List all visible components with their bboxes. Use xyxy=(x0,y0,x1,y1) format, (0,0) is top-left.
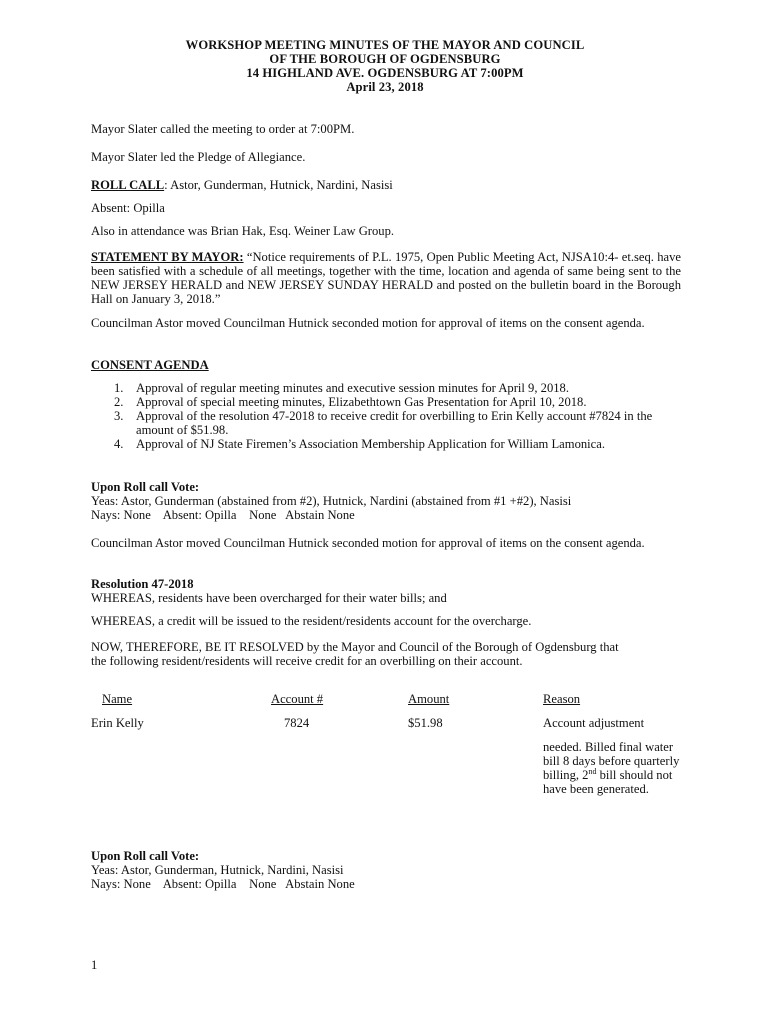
statement-label: STATEMENT BY MAYOR: xyxy=(91,250,244,264)
reason-superscript: nd xyxy=(588,766,597,776)
table-cell-account: 7824 xyxy=(284,716,310,730)
roll-call-members: : Astor, Gunderman, Hutnick, Nardini, Nasisi xyxy=(164,178,393,192)
table-cell-name: Erin Kelly xyxy=(91,716,144,730)
vote-2-nays: Nays: None Absent: Opilla None Abstain None xyxy=(91,877,355,891)
header-date: April 23, 2018 xyxy=(346,80,424,94)
attendance-text: Also in attendance was Brian Hak, Esq. Weiner Law Group. xyxy=(91,224,395,238)
consent-item-number: 3. xyxy=(114,409,124,423)
table-header-amount: Amount xyxy=(408,692,450,706)
vote-1-nays: Nays: None Absent: Opilla None Abstain None xyxy=(91,508,355,522)
consent-agenda-heading: CONSENT AGENDA xyxy=(91,358,209,372)
consent-item-text: Approval of NJ State Firemen’s Association Membership Application for William Lamonica. xyxy=(136,437,605,451)
table-cell-amount: $51.98 xyxy=(408,716,443,730)
consent-item-text: Approval of the resolution 47-2018 to receive credit for overbilling to Erin Kelly account #7824 in the amount of $51.98. xyxy=(136,409,653,437)
table-cell-reason-continued xyxy=(543,740,683,796)
resolution-whereas-2: WHEREAS, a credit will be issued to the resident/residents account for the overcharge. xyxy=(91,614,532,628)
header-title-line-1: WORKSHOP MEETING MINUTES OF THE MAYOR AND COUNCIL xyxy=(185,38,585,52)
consent-item-text: Approval of regular meeting minutes and executive session minutes for April 9, 2018. xyxy=(136,381,569,395)
absent-text: Absent: Opilla xyxy=(91,201,165,215)
resolution-whereas-1: WHEREAS, residents have been overcharged for their water bills; and xyxy=(91,591,447,605)
reason-text-a: needed. Billed final water bill 8 days before quarterly billing, 2 xyxy=(543,740,680,782)
page-number: 1 xyxy=(91,958,98,972)
roll-call xyxy=(91,178,681,192)
motion-2: Councilman Astor moved Councilman Hutnick seconded motion for approval of items on the consent agenda. xyxy=(91,536,645,550)
table-header-reason: Reason xyxy=(543,692,581,706)
header-address: 14 HIGHLAND AVE. OGDENSBURG AT 7:00PM xyxy=(246,66,524,80)
vote-2-heading: Upon Roll call Vote: xyxy=(91,849,200,863)
motion-1: Councilman Astor moved Councilman Hutnick seconded motion for approval of items on the consent agenda. xyxy=(91,316,645,330)
consent-item-number: 4. xyxy=(114,437,124,451)
statement-text: “Notice requirements of P.L. 1975, Open Public Meeting Act, NJSA10:4- et.seq. have been satisfied with a schedule of all meetings, together with the time, location and agenda of same being sent to the NEW JERSEY HERALD and NEW JERSEY SUNDAY HERALD and posted on the bulletin board in the Borough Hall on January 3, 2018.” xyxy=(91,250,681,306)
header-title-line-2: OF THE BOROUGH OF OGDENSBURG xyxy=(269,52,501,66)
reason-text-b: bill should not have been generated. xyxy=(543,768,673,796)
resolution-resolved: NOW, THEREFORE, BE IT RESOLVED by the Mayor and Council of the Borough of Ogdensburg that the following resident/residents will receive credit for an overbilling on their account. xyxy=(91,640,619,668)
pledge-text: Mayor Slater led the Pledge of Allegiance. xyxy=(91,150,306,164)
table-cell-reason: Account adjustment xyxy=(543,716,645,730)
roll-call-label: ROLL CALL xyxy=(91,178,165,192)
consent-item-number: 2. xyxy=(114,395,124,409)
call-to-order: Mayor Slater called the meeting to order at 7:00PM. xyxy=(91,122,355,136)
consent-item-text: Approval of special meeting minutes, Elizabethtown Gas Presentation for April 10, 2018. xyxy=(136,395,587,409)
statement-by-mayor xyxy=(91,250,681,306)
resolution-heading: Resolution 47-2018 xyxy=(91,577,194,591)
table-header-name: Name xyxy=(102,692,133,706)
vote-2-yeas: Yeas: Astor, Gunderman, Hutnick, Nardini, Nasisi xyxy=(91,863,344,877)
table-header-account: Account # xyxy=(271,692,324,706)
vote-1-heading: Upon Roll call Vote: xyxy=(91,480,200,494)
vote-1-yeas: Yeas: Astor, Gunderman (abstained from #2), Hutnick, Nardini (abstained from #1 +#2), Nasisi xyxy=(91,494,572,508)
consent-item-number: 1. xyxy=(114,381,124,395)
